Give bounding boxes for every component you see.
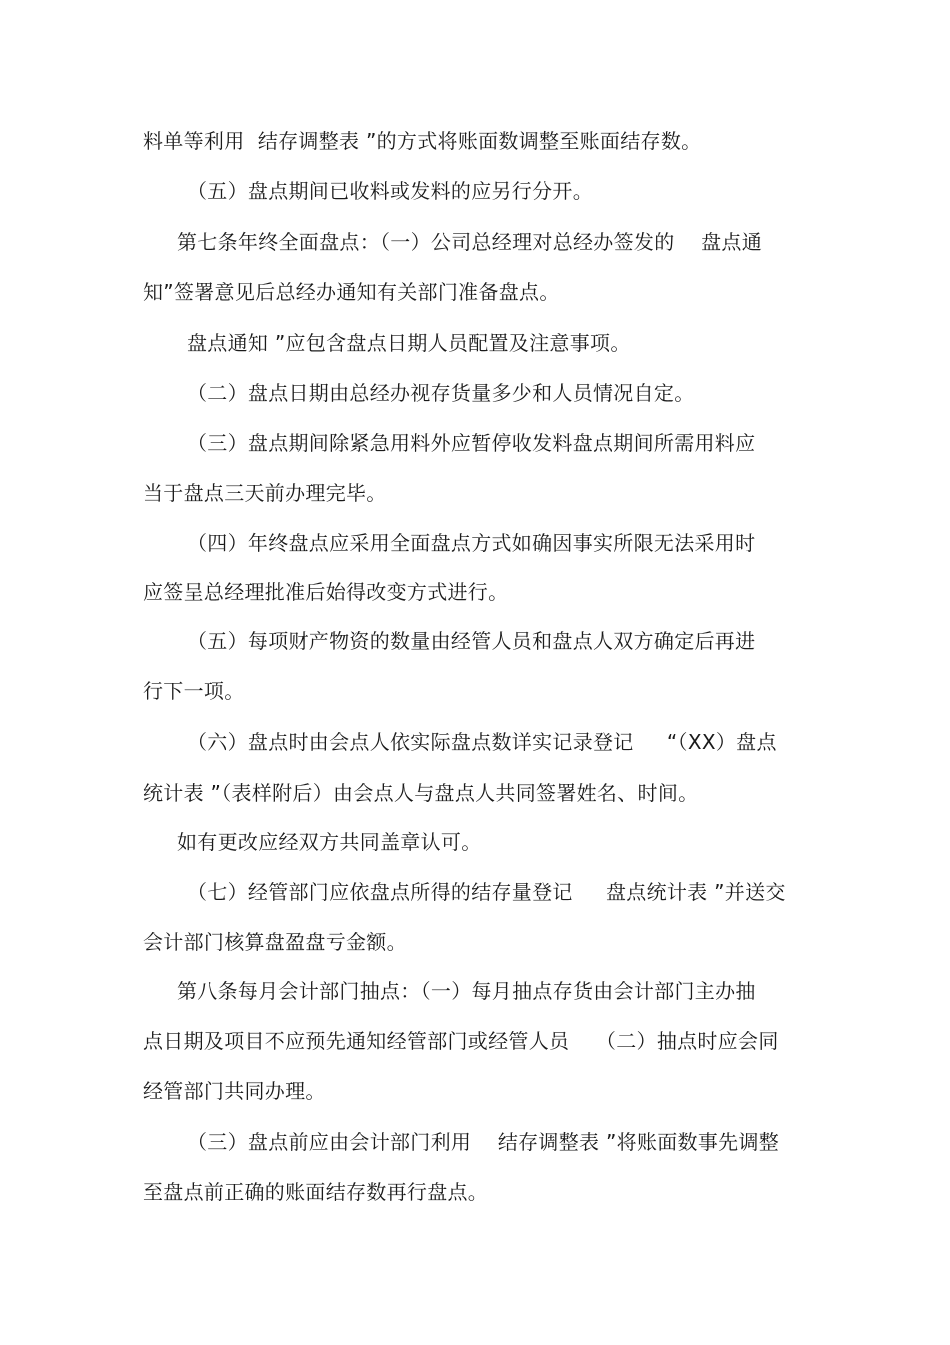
text-line: （三）盘点期间除紧急用料外应暂停收发料盘点期间所需用料应 (187, 431, 756, 455)
text-line: （六）盘点时由会点人依实际盘点数详实记录登记 “（XX）盘点 (187, 730, 777, 754)
text-line: 会计部门核算盘盈盘亏金额。 (143, 930, 407, 954)
text-line: 料单等利用 结存调整表 ”的方式将账面数调整至账面结存数。 (143, 129, 702, 153)
text-line: 第七条年终全面盘点：（一）公司总经理对总经办签发的 盘点通 (177, 230, 763, 254)
text-line: （七）经管部门应依盘点所得的结存量登记 盘点统计表 ”并送交 (187, 880, 786, 904)
text-line: 点日期及项目不应预先通知经管部门或经管人员 （二）抽点时应会同 (143, 1029, 779, 1053)
text-line: （四）年终盘点应采用全面盘点方式如确因事实所限无法采用时 (187, 531, 756, 555)
text-line: 经管部门共同办理。 (143, 1079, 326, 1103)
text-line: 当于盘点三天前办理完毕。 (143, 481, 387, 505)
text-line: 知”签署意见后总经办通知有关部门准备盘点。 (143, 280, 560, 304)
text-line: （二）盘点日期由总经办视存货量多少和人员情况自定。 (187, 381, 695, 405)
text-line: （五）盘点期间已收料或发料的应另行分开。 (187, 179, 593, 203)
text-line: 盘点通知 ”应包含盘点日期人员配置及注意事项。 (187, 331, 631, 355)
text-line: （五）每项财产物资的数量由经管人员和盘点人双方确定后再进 (187, 629, 756, 653)
text-line: （三）盘点前应由会计部门利用 结存调整表 ”将账面数事先调整 (187, 1130, 780, 1154)
text-line: 第八条每月会计部门抽点：（一）每月抽点存货由会计部门主办抽 (177, 979, 756, 1003)
text-line: 如有更改应经双方共同盖章认可。 (177, 830, 482, 854)
text-line: 至盘点前正确的账面结存数再行盘点。 (143, 1180, 489, 1204)
text-line: 应签呈总经理批准后始得改变方式进行。 (143, 580, 509, 604)
text-line: 行下一项。 (143, 679, 245, 703)
text-line: 统计表 ”（表样附后）由会点人与盘点人共同签署姓名、时间。 (143, 781, 699, 805)
